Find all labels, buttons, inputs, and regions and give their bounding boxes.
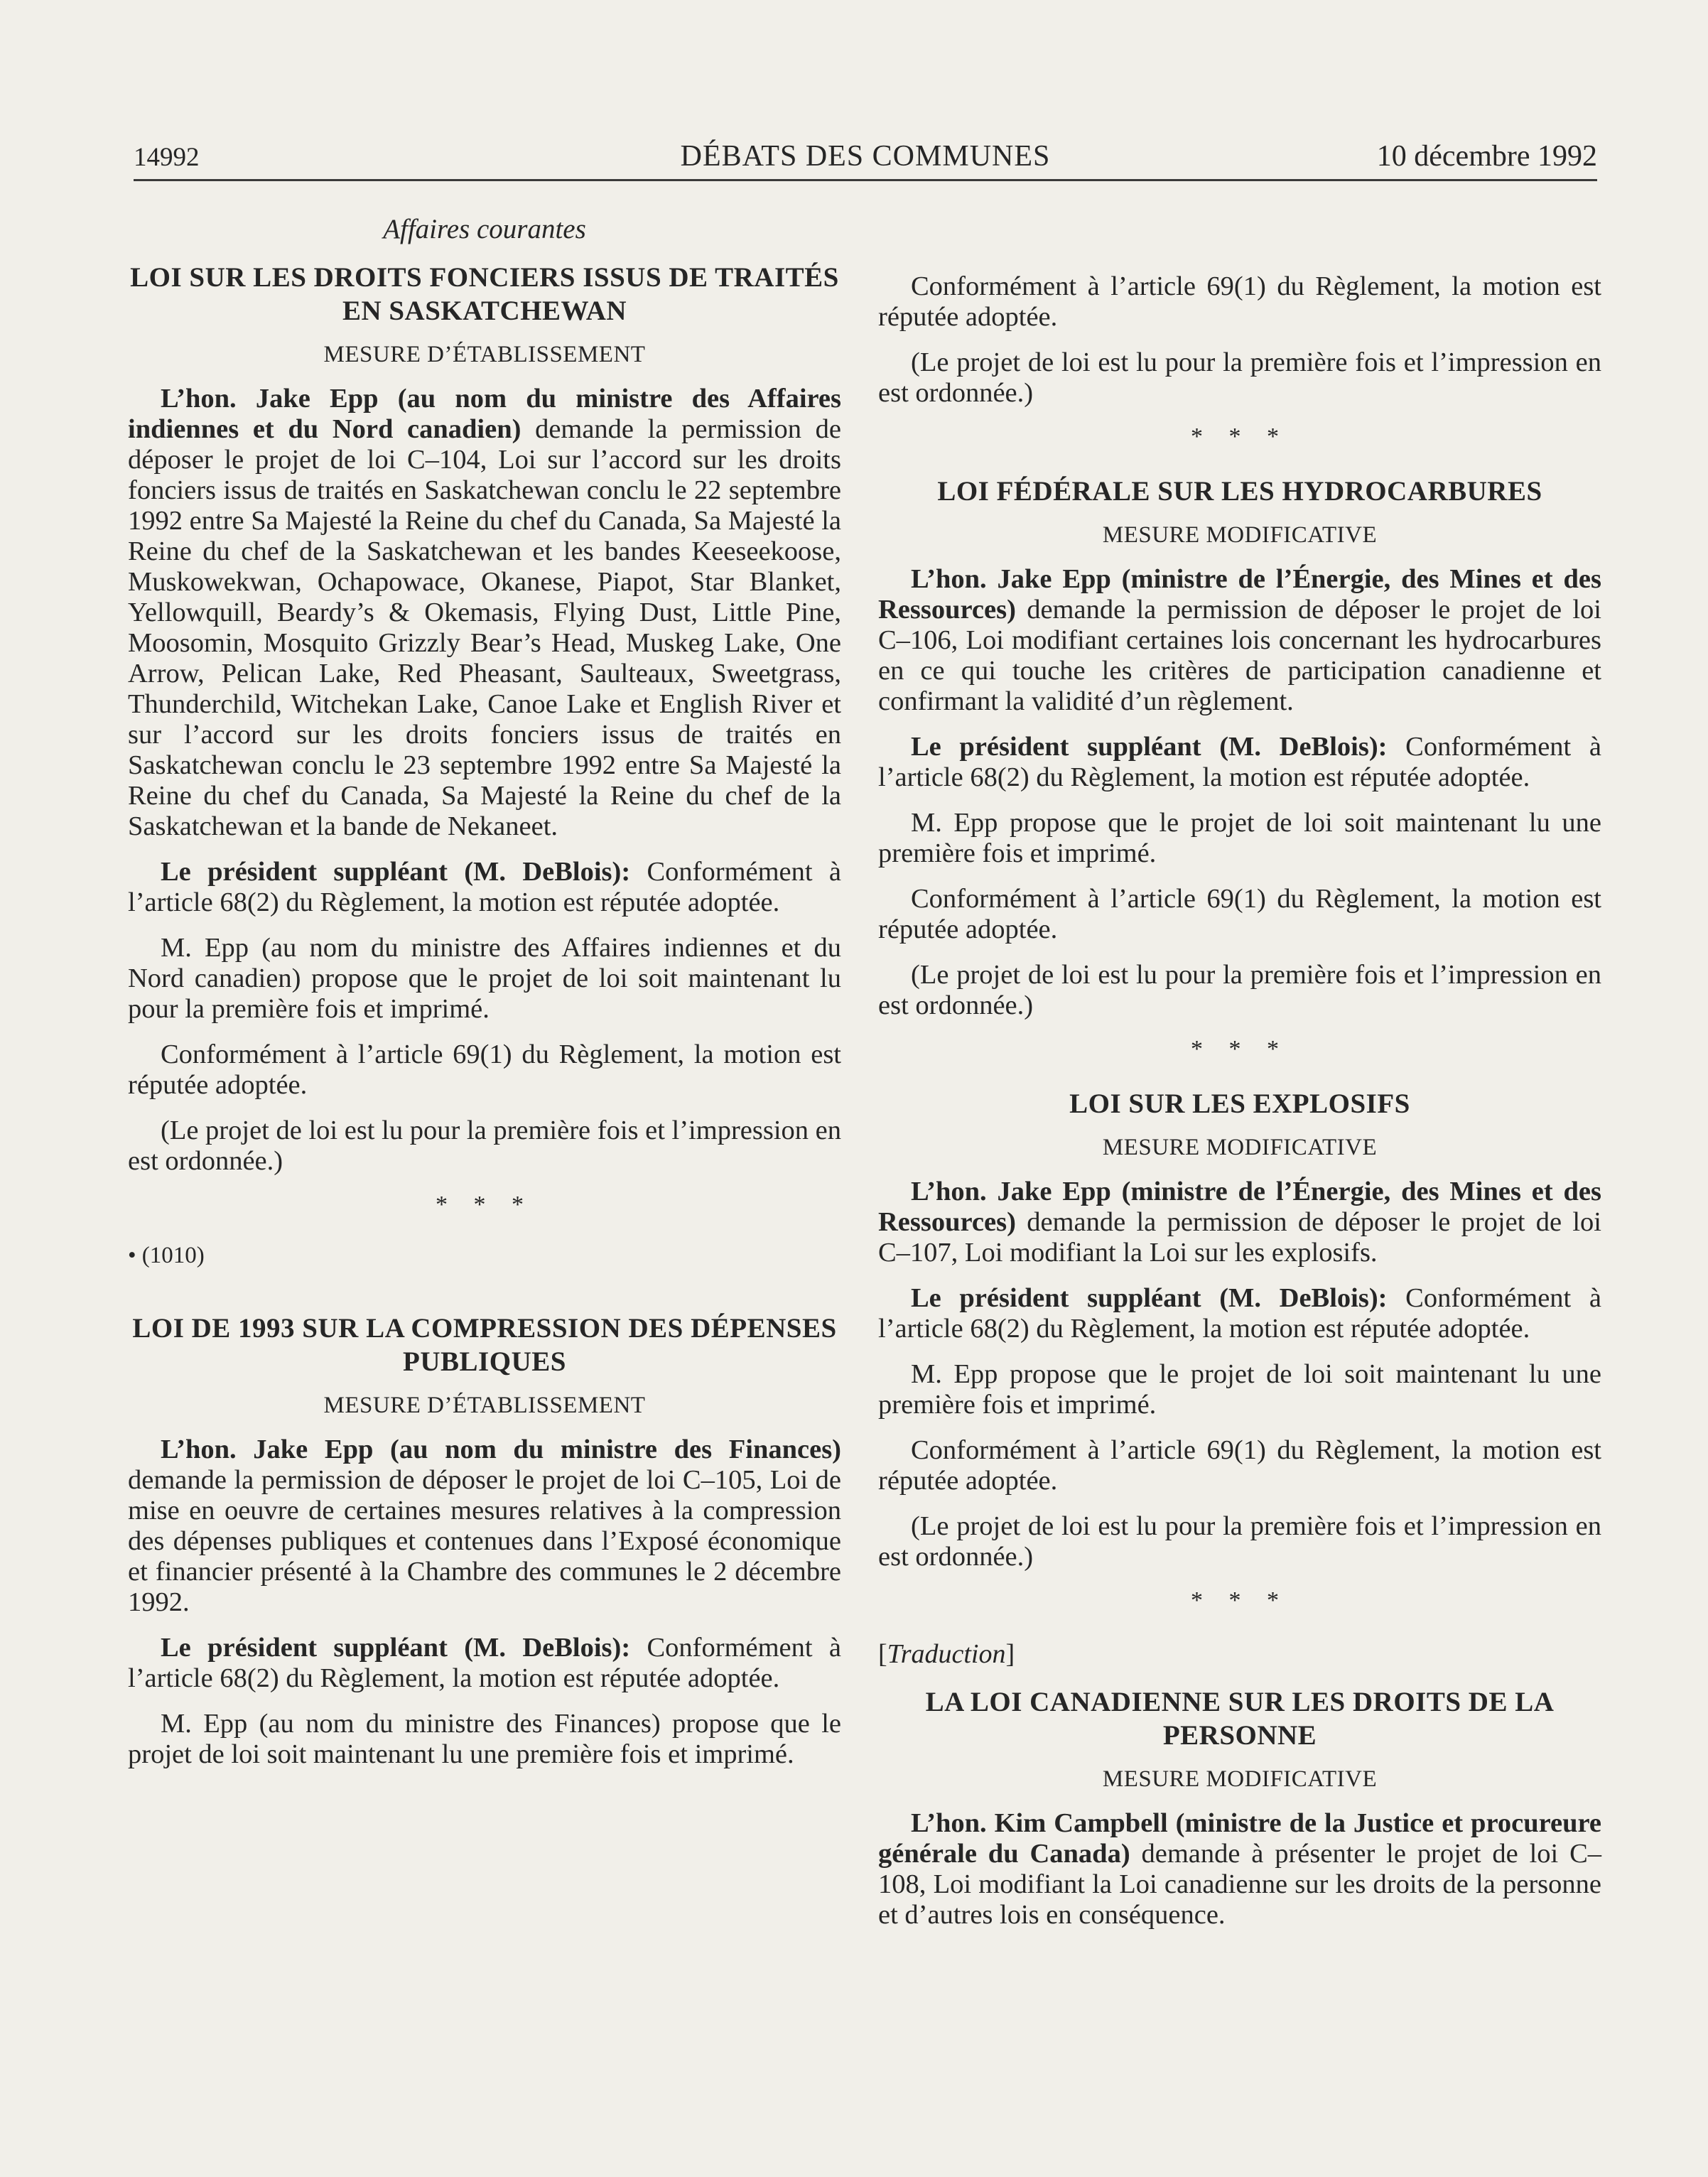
bill-c107-title: LOI SUR LES EXPLOSIFS (1069, 1088, 1410, 1119)
bill-c107-first-reading: (Le projet de loi est lu pour la première fois et l’impression en est ordonnée.) (878, 1511, 1601, 1572)
speaker-name: Le président suppléant (M. DeBlois): (161, 1633, 631, 1663)
publication-date: 10 décembre 1992 (1376, 140, 1597, 173)
speaker-name: Le président suppléant (M. DeBlois): (911, 732, 1388, 762)
bill-c104-subtitle: MESURE D’ÉTABLISSEMENT (323, 342, 646, 367)
bill-c104-chair (128, 857, 841, 918)
section-separator: * * * (436, 1192, 534, 1218)
section-rubric: Affaires courantes (383, 214, 586, 244)
speaker-name: Le président suppléant (M. DeBlois): (911, 1283, 1388, 1313)
bill-c108-title: LA LOI CANADIENNE SUR LES DROITS DE LA PERSONNE (925, 1687, 1555, 1751)
bill-c105-adopted: Conformément à l’article 69(1) du Règlement, la motion est réputée adoptée. (878, 271, 1601, 332)
speech-text: Conformément à l’article 68(2) du Règlement, la motion est réputée adoptée. (128, 1633, 841, 1693)
bill-c107-motion (878, 1177, 1601, 1268)
speech-text: Conformément à l’article 68(2) du Règlement, la motion est réputée adoptée. (878, 732, 1601, 792)
speech-text: demande la permission de déposer le projet de loi C–106, Loi modifiant certaines lois concernant les hydrocarbures en ce qui touche les critères de participation canadienne et confirmant la validité d’un règlement. (878, 595, 1601, 716)
translation-label: Traduction (887, 1639, 1006, 1669)
bill-c107-chair (878, 1283, 1601, 1344)
header-rule (134, 179, 1597, 181)
bill-c104-first-reading: (Le projet de loi est lu pour la première fois et l’impression en est ordonnée.) (128, 1115, 841, 1176)
speaker-name: L’hon. Jake Epp (ministre de l’Énergie, des Mines et des Ressources) (878, 1177, 1601, 1237)
speech-text: Conformément à l’article 68(2) du Règlement, la motion est réputée adoptée. (878, 1283, 1601, 1344)
bill-c108-subtitle: MESURE MODIFICATIVE (1102, 1766, 1378, 1792)
speech-text: Conformément à l’article 68(2) du Règlement, la motion est réputée adoptée. (128, 857, 841, 917)
translation-note: [Traduction] (878, 1639, 1015, 1669)
speech-text: demande à présenter le projet de loi C–108, Loi modifiant la Loi canadienne sur les droits de la personne et d’autres lois en conséquence. (878, 1839, 1602, 1930)
bill-c106-proposal: M. Epp propose que le projet de loi soit maintenant lu une première fois et imprimé. (878, 808, 1601, 868)
bill-c104-motion (128, 384, 841, 842)
bill-c106-first-reading: (Le projet de loi est lu pour la première fois et l’impression en est ordonnée.) (878, 960, 1601, 1020)
section-separator: * * * (1191, 1587, 1289, 1614)
bill-c107-adopted: Conformément à l’article 69(1) du Règlement, la motion est réputée adoptée. (878, 1435, 1601, 1496)
speaker-name: Le président suppléant (M. DeBlois): (161, 857, 631, 887)
bill-c104-title: LOI SUR LES DROITS FONCIERS ISSUS DE TRAITÉS EN SASKATCHEWAN (130, 262, 839, 326)
section-separator: * * * (1191, 1036, 1289, 1062)
speech-text: demande la permission de déposer le projet de loi C–105, Loi de mise en oeuvre de certaines mesures relatives à la compression des dépenses publiques et contenues dans l’Exposé économique et financier présenté à la Chambre des communes le 2 décembre 1992. (128, 1465, 841, 1617)
bill-c106-motion (878, 564, 1601, 717)
speech-text: demande la permission de déposer le projet de loi C–104, Loi sur l’accord sur les droits fonciers issus de traités en Saskatchewan conclu le 22 septembre 1992 entre Sa Majesté la Reine du chef du Canada, Sa Majesté la Reine du chef de la Saskatchewan et les bandes Keeseekoose, Muskowekwan, Ochapowace, Okanese, Piapot, Star Blanket, Yellowquill, Beardy’s & Okemasis, Flying Dust, Little Pine, Moosomin, Mosquito Grizzly Bear’s Head, Muskeg Lake, One Arrow, Pelican Lake, Red Pheasant, Saulteaux, Sweetgrass, Thunderchild, Witchekan Lake, Canoe Lake et English River et sur l’accord sur les droits fonciers issus de traités en Saskatchewan conclu le 23 septembre 1992 entre Sa Majesté la Reine du chef du Canada, Sa Majesté la Reine du chef de la Saskatchewan et la bande de Nekaneet. (128, 414, 841, 841)
bill-c108-motion (878, 1808, 1601, 1930)
page-number: 14992 (134, 143, 200, 172)
speaker-name: L’hon. Jake Epp (au nom du ministre des Finances) (161, 1435, 841, 1464)
bill-c105-motion (128, 1435, 841, 1618)
speaker-name: L’hon. Kim Campbell (ministre de la Justice et procureure générale du Canada) (878, 1808, 1601, 1869)
bill-c106-title: LOI FÉDÉRALE SUR LES HYDROCARBURES (937, 476, 1542, 507)
bill-c106-subtitle: MESURE MODIFICATIVE (1102, 522, 1378, 548)
bill-c106-adopted: Conformément à l’article 69(1) du Règlement, la motion est réputée adoptée. (878, 884, 1601, 944)
speech-text: demande la permission de déposer le projet de loi C–107, Loi modifiant la Loi sur les explosifs. (878, 1207, 1601, 1268)
bill-c104-adopted: Conformément à l’article 69(1) du Règlement, la motion est réputée adoptée. (128, 1039, 841, 1100)
bill-c105-chair (128, 1633, 841, 1694)
page-header (134, 139, 1597, 180)
right-column (878, 271, 1601, 1945)
time-marker: • (1010) (128, 1243, 205, 1268)
bill-c106-chair (878, 732, 1601, 793)
bill-c105-first-reading: (Le projet de loi est lu pour la première fois et l’impression en est ordonnée.) (878, 347, 1601, 408)
bill-c105-title: LOI DE 1993 SUR LA COMPRESSION DES DÉPENSES PUBLIQUES (132, 1313, 837, 1377)
speaker-name: L’hon. Jake Epp (au nom du ministre des Affaires indiennes et du Nord canadien) (128, 384, 841, 444)
left-column (128, 213, 841, 1785)
bill-c105-proposal: M. Epp (au nom du ministre des Finances) propose que le projet de loi soit maintenant lu une première fois et imprimé. (128, 1709, 841, 1769)
bill-c105-subtitle: MESURE D’ÉTABLISSEMENT (323, 1393, 646, 1418)
bill-c104-proposal: M. Epp (au nom du ministre des Affaires indiennes et du Nord canadien) propose que le projet de loi soit maintenant lu pour la première fois et imprimé. (128, 933, 841, 1024)
speaker-name: L’hon. Jake Epp (ministre de l’Énergie, des Mines et des Ressources) (878, 564, 1601, 625)
publication-title: DÉBATS DES COMMUNES (680, 140, 1051, 173)
section-separator: * * * (1191, 423, 1289, 450)
bill-c107-subtitle: MESURE MODIFICATIVE (1102, 1135, 1378, 1160)
bill-c107-proposal: M. Epp propose que le projet de loi soit maintenant lu une première fois et imprimé. (878, 1359, 1601, 1420)
